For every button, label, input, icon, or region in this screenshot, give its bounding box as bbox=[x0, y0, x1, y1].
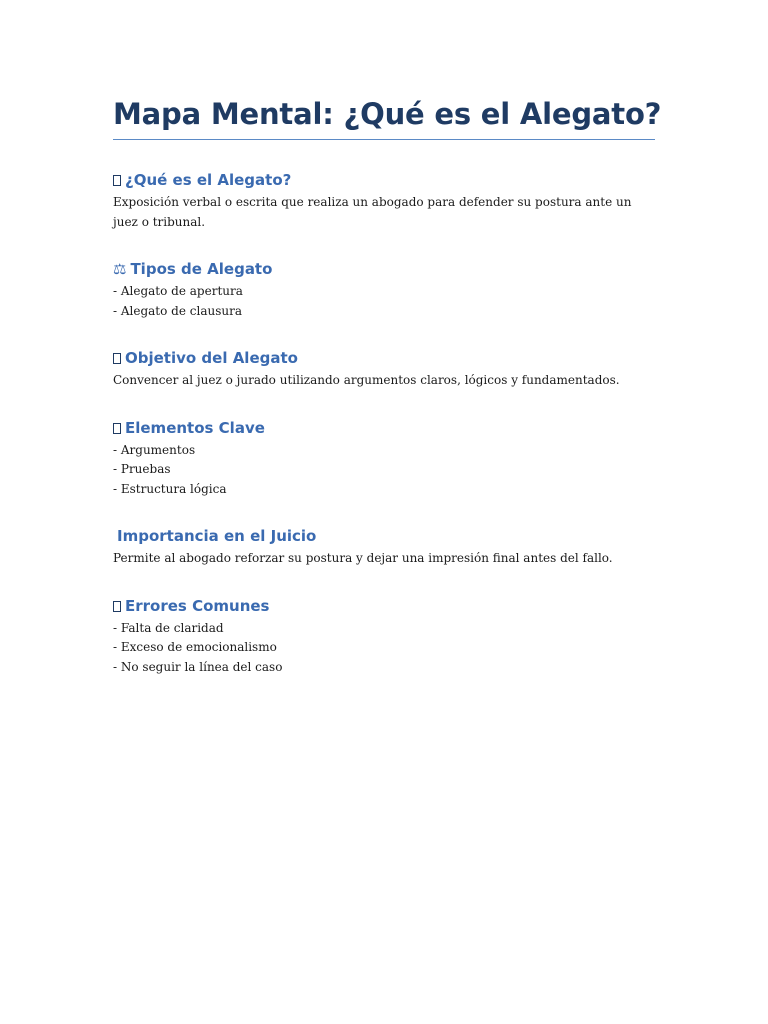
section-heading-types-label: Tipos de Alegato bbox=[130, 260, 273, 278]
list-item: - Alegato de clausura bbox=[113, 303, 242, 318]
list-item: - Pruebas bbox=[113, 462, 171, 476]
section-heading-importance-label: Importancia en el Juicio bbox=[117, 527, 317, 545]
section-heading-importance bbox=[113, 526, 655, 546]
section-definition bbox=[113, 170, 655, 232]
section-types bbox=[113, 259, 655, 321]
list-item: - Falta de claridad bbox=[113, 620, 224, 635]
list-item: - Argumentos bbox=[113, 442, 196, 457]
section-definition-text: Exposición verbal o escrita que realiza un abogado para defender su postura ante un juez o tribunal. bbox=[113, 195, 632, 229]
list-item: - Estructura lógica bbox=[113, 481, 227, 496]
missing-glyph-icon bbox=[113, 423, 121, 434]
section-heading-errors bbox=[113, 596, 655, 616]
section-heading-objective bbox=[113, 348, 655, 368]
list-item: - No seguir la línea del caso bbox=[113, 659, 283, 674]
section-heading-types bbox=[113, 259, 655, 279]
title-divider bbox=[113, 139, 655, 140]
section-heading-key-elements bbox=[113, 418, 655, 438]
missing-glyph-icon bbox=[113, 601, 121, 612]
scales-icon: ⚖ bbox=[113, 260, 127, 278]
section-objective-text: Convencer al juez o jurado utilizando argumentos claros, lógicos y fundamentados. bbox=[113, 373, 620, 387]
section-heading-definition bbox=[113, 170, 655, 190]
types-list bbox=[113, 282, 655, 321]
section-importance-text: Permite al abogado reforzar su postura y dejar una impresión final antes del fallo. bbox=[113, 551, 613, 565]
key-elements-list bbox=[113, 441, 655, 500]
missing-glyph-icon bbox=[113, 353, 121, 364]
section-objective bbox=[113, 348, 655, 391]
section-heading-key-elements-label: Elementos Clave bbox=[125, 418, 265, 437]
page-title: Mapa Mental: ¿Qué es el Alegato? bbox=[113, 97, 662, 131]
list-item: - Alegato de apertura bbox=[113, 284, 243, 298]
errors-list bbox=[113, 619, 655, 678]
document-page bbox=[113, 95, 662, 704]
section-importance bbox=[113, 526, 655, 569]
section-errors bbox=[113, 596, 655, 678]
section-heading-objective-label: Objetivo del Alegato bbox=[125, 349, 298, 367]
section-heading-definition-label: ¿Qué es el Alegato? bbox=[125, 171, 292, 189]
section-heading-errors-label: Errores Comunes bbox=[125, 596, 270, 615]
missing-glyph-icon bbox=[113, 175, 121, 186]
list-item: - Exceso de emocionalismo bbox=[113, 640, 277, 654]
section-key-elements bbox=[113, 418, 655, 500]
